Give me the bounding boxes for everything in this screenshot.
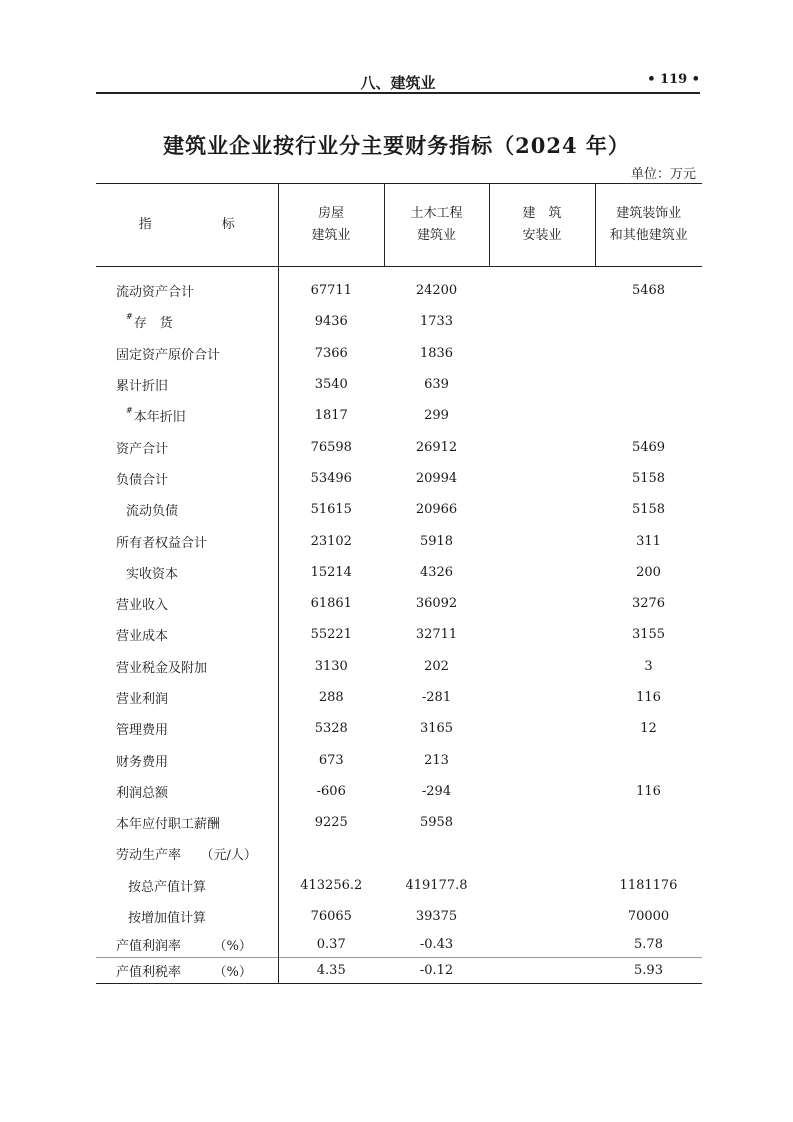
cell-installation [489, 682, 595, 713]
cell-decoration [595, 744, 702, 775]
cell-decoration [595, 807, 702, 838]
row-label: 利润总额 [96, 776, 278, 807]
cell-installation [489, 338, 595, 369]
table-row [96, 463, 702, 494]
table-row [96, 431, 702, 462]
row-label: 负债合计 [96, 463, 278, 494]
cell-installation [489, 588, 595, 619]
cell-decoration: 5.93 [595, 958, 702, 984]
cell-housing: 55221 [310, 627, 352, 643]
cell-civil: 26912 [415, 439, 458, 455]
cell-housing: 23102 [310, 533, 352, 549]
cell-civil: 5958 [419, 815, 454, 831]
cell-civil: 213 [424, 752, 449, 768]
cell-housing: 9225 [314, 815, 348, 831]
cell-decoration: 116 [636, 690, 661, 705]
cell-housing: 9436 [314, 314, 348, 330]
row-label-cell [96, 306, 278, 337]
cell-civil: 32711 [415, 627, 458, 643]
row-label: 财务费用 [96, 744, 278, 775]
cell-housing: 4.35 [278, 958, 384, 984]
cell-civil: -281 [421, 690, 452, 705]
section-title: 八、建筑业 [360, 74, 436, 92]
row-label: 管理费用 [96, 713, 278, 744]
cell-civil: 202 [424, 658, 449, 674]
col-header-civil [384, 184, 489, 267]
cell-installation [489, 494, 595, 525]
row-label: 所有者权益合计 [96, 525, 278, 556]
cell-civil: 39375 [415, 909, 458, 925]
cell-housing: 3540 [314, 377, 348, 393]
cell-installation [489, 557, 595, 588]
table-row [96, 776, 702, 807]
row-label: 固定资产原价合计 [96, 338, 278, 369]
cell-installation [489, 713, 595, 744]
row-label: 流动负债 [96, 494, 278, 525]
table-row [96, 619, 702, 650]
cell-decoration: 5158 [631, 470, 666, 486]
cell-decoration: 311 [636, 533, 661, 549]
col-header-indicator [96, 184, 278, 267]
cell-housing: 15214 [310, 564, 352, 580]
cell-decoration: 70000 [627, 909, 670, 925]
row-label: 营业成本 [96, 619, 278, 650]
unit-label: 单位：万元 [630, 167, 696, 182]
row-label: 本年折旧 [133, 410, 186, 426]
cell-civil [384, 838, 489, 869]
col-header-installation-line1: 建 筑 [522, 206, 562, 221]
cell-decoration: 5.78 [634, 937, 663, 953]
cell-housing: 7366 [314, 345, 348, 361]
cell-housing: 51615 [310, 502, 352, 518]
cell-decoration: 3 [644, 658, 653, 674]
cell-installation [489, 744, 595, 775]
table-row [96, 807, 702, 838]
cell-civil: -0.12 [384, 958, 489, 984]
cell-decoration: 200 [636, 564, 661, 580]
cell-decoration [595, 369, 702, 400]
table-row [96, 901, 702, 932]
table-row [96, 369, 702, 400]
table-row [96, 267, 702, 307]
cell-housing: 67711 [310, 283, 352, 299]
row-label: 产值利税率 （%） [96, 958, 278, 984]
col-header-decoration-line2: 和其他建筑业 [609, 228, 688, 243]
row-label: 存 货 [133, 316, 173, 332]
cell-installation [489, 267, 595, 307]
cell-installation [489, 525, 595, 556]
cell-housing: 53496 [310, 470, 352, 486]
cell-installation [489, 619, 595, 650]
col-header-installation [489, 184, 595, 267]
cell-housing: 1817 [314, 408, 348, 424]
col-header-indicator-a: 指 [138, 217, 152, 232]
cell-installation [489, 400, 595, 431]
table-row [96, 400, 702, 431]
cell-housing: 3130 [314, 658, 348, 674]
cell-housing: 61861 [310, 596, 352, 612]
table-row [96, 682, 702, 713]
col-header-civil-line1: 土木工程 [410, 206, 463, 221]
cell-decoration [595, 400, 702, 431]
col-header-decoration [595, 184, 702, 267]
cell-decoration: 12 [640, 721, 657, 737]
col-header-civil-line2: 建筑业 [416, 228, 456, 243]
cell-civil: 299 [424, 408, 449, 424]
cell-housing: 0.37 [316, 937, 346, 953]
col-header-installation-line2: 安装业 [522, 228, 562, 243]
cell-installation [489, 838, 595, 869]
cell-housing: 288 [318, 690, 344, 705]
cell-installation [489, 369, 595, 400]
row-label-cell [96, 400, 278, 431]
cell-housing: 76598 [310, 439, 352, 455]
header-rule [96, 92, 700, 94]
cell-civil: 639 [424, 377, 449, 393]
financial-indicators-table [96, 183, 702, 984]
cell-installation [489, 958, 595, 984]
cell-civil: 20994 [415, 470, 458, 486]
cell-civil: 3165 [419, 721, 454, 737]
cell-civil: -0.43 [419, 937, 454, 953]
row-label: 按总产值计算 [96, 870, 278, 901]
row-label: 本年应付职工薪酬 [96, 807, 278, 838]
cell-housing: 76065 [310, 909, 352, 925]
cell-housing [278, 838, 384, 869]
row-label: 实收资本 [96, 557, 278, 588]
cell-decoration: 3276 [631, 596, 666, 612]
cell-installation [489, 431, 595, 462]
cell-civil: -294 [421, 783, 452, 799]
cell-installation [489, 870, 595, 901]
table-row [96, 958, 702, 984]
table-row [96, 870, 702, 901]
cell-decoration: 5469 [631, 439, 666, 455]
cell-civil: 4326 [419, 564, 454, 580]
cell-civil: 36092 [415, 596, 458, 612]
row-label: 按增加值计算 [96, 901, 278, 932]
row-label: 资产合计 [96, 431, 278, 462]
cell-decoration [595, 306, 702, 337]
table-row [96, 744, 702, 775]
cell-civil: 419177.8 [405, 877, 468, 893]
table-row [96, 651, 702, 682]
row-label: 累计折旧 [96, 369, 278, 400]
cell-civil: 1733 [419, 314, 454, 330]
cell-installation [489, 901, 595, 932]
row-label: 营业税金及附加 [96, 651, 278, 682]
table-row [96, 557, 702, 588]
cell-installation [489, 463, 595, 494]
table-row [96, 306, 702, 337]
cell-decoration: 5468 [631, 283, 666, 299]
cell-housing: 413256.2 [300, 877, 363, 893]
col-header-indicator-b: 标 [221, 217, 235, 232]
cell-installation [489, 651, 595, 682]
table-row [96, 588, 702, 619]
table-title: 建筑业企业按行业分主要财务指标（2024 年） [163, 133, 630, 158]
table-row [96, 338, 702, 369]
col-header-housing-line2: 建筑业 [311, 228, 351, 243]
table-row [96, 932, 702, 958]
col-header-housing [278, 184, 384, 267]
cell-decoration: 5158 [631, 502, 666, 518]
cell-housing: -606 [316, 783, 346, 799]
cell-installation [489, 807, 595, 838]
cell-installation [489, 932, 595, 958]
row-label: 劳动生产率 （元/人） [96, 838, 278, 869]
cell-decoration: 1181176 [619, 877, 678, 893]
cell-housing: 673 [318, 752, 344, 768]
cell-housing: 5328 [314, 721, 348, 737]
row-label: 流动资产合计 [96, 267, 278, 307]
row-label: 产值利润率 （%） [96, 932, 278, 958]
sub-item-mark: # [126, 312, 133, 322]
page-number: • 119 • [647, 72, 700, 87]
row-label: 营业利润 [96, 682, 278, 713]
col-header-decoration-line1: 建筑装饰业 [616, 206, 682, 221]
cell-installation [489, 306, 595, 337]
table-row [96, 525, 702, 556]
cell-decoration [595, 338, 702, 369]
table-row [96, 838, 702, 869]
cell-civil: 24200 [415, 283, 458, 299]
cell-decoration: 116 [636, 783, 661, 799]
table-row [96, 713, 702, 744]
cell-decoration [595, 838, 702, 869]
sub-item-mark: # [126, 406, 133, 416]
cell-decoration: 3155 [631, 627, 666, 643]
cell-installation [489, 776, 595, 807]
row-label: 营业收入 [96, 588, 278, 619]
table-row [96, 494, 702, 525]
cell-civil: 1836 [419, 345, 454, 361]
col-header-housing-line1: 房屋 [317, 206, 344, 221]
table-header-row [96, 184, 702, 267]
cell-civil: 5918 [419, 533, 454, 549]
cell-civil: 20966 [415, 502, 458, 518]
running-header [96, 72, 700, 92]
